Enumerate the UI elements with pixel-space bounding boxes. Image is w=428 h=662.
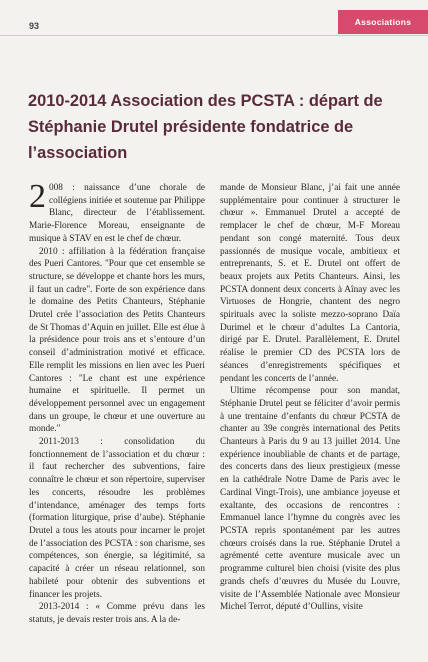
paragraph-ultime-recompense: Ultime récompense pour son mandat, Stéphanie Drutel peut se féliciter d’avoir permis à une trentaine d’enfants du chœur PCSTA de chanter au 39e congrès international des Petits Chanteurs à Paris du 9 au 13 juillet 2014. Une expérience inoubliable de chants et de partage, des concerts dans des lieux prestigieux (messe en la cathédrale Notre Dame de Paris avec le Cardinal Vingt-Trois), une ambiance joyeuse et exaltante, des occasions de rencontres : Emmanuel lance l’hymne du congrès avec les PCSTA repris spontanément par les autres chœurs croisés dans la rue. Stéphanie Drutel a agrémenté cette aventure musicale avec un programme culturel bien choisi (visite des plus grands chefs d’œuvres du Musée du Louvre, visite de l’Assemblée Nationale avec Monsieur Michel Terrot, député d’Oullins, visite: [220, 386, 400, 613]
page-number: 93: [29, 21, 40, 31]
paragraph-2013-2014: 2013-2014 : « Comme prévu dans les statuts, je devais rester trois ans. A la de-: [29, 602, 205, 625]
section-tab: [338, 10, 428, 34]
paragraph-2008-text: 008 : naissance d’une chorale de collégiens initiée et soutenue par Philippe Blanc, directeur de l’établissement. Marie-Florence Moreau, enseignante de musique à STAV en est le chef de chœur.: [29, 183, 205, 244]
paragraph-2010: 2010 : affiliation à la fédération française des Pueri Cantores. "Pour que cet ensemble se structure, se développe et chante hors les murs, il faut un cadre". Forte de son expérience dans le domaine des Petits Chanteurs, Stéphanie Drutel crée l’association des Petits Chanteurs de St Thomas d’Aquin en juillet. Elle est élue à la présidence pour trois ans et s’entoure d’un conseil d’administration motivé et efficace. Elle remplit les missions en lien avec les Pueri Cantores : "Le chant est une expérience humaine et spirituelle. Il permet un développement personnel avec un engagement dans un groupe, le chœur et une ouverture au monde.": [29, 246, 205, 435]
paragraph-continued: mande de Monsieur Blanc, j’ai fait une année supplémentaire pour continuer à structurer le chœur ». Emmanuel Drutel a accepté de remplacer le chef de chœur, M-F Moreau pendant son congé maternité. Tous deux passionnés de musique vocale, ambitieux et entreprenants, S. et E. Drutel ont offert de beaux projets aux Petits Chanteurs. Ainsi, les PCSTA donnent deux concerts à Aînay avec les Virtuoses de Hongrie, chantent des negro spirituals avec la soliste mezzo-soprano Daïa Durimel et le chœur d’adultes La Cantoria, dirigé par E. Drutel. Parallèlement, E. Drutel réalise le premier CD des PCSTA lors de séances d’enregistrements spécifiques et pendant les concerts de l’année.: [220, 183, 400, 384]
paragraph-2011-2013: 2011-2013 : consolidation du fonctionnement de l’association et du chœur : il faut rechercher des subventions, faire connaître le chœur et son répertoire, superviser les concerts, résoudre les problèmes d’intendance, aménager des temps forts (formation liturgique, prise d’aube). Stéphanie Drutel a tous les atouts pour incarner le projet de l’association des PCSTA : son charisme, ses compétences, son énergie, sa légitimité, sa capacité à créer un réseau relationnel, son habileté pour obtenir des subventions et financer les projets.: [29, 437, 205, 600]
article-column-left: [29, 178, 205, 627]
dropcap: 2: [29, 178, 46, 215]
article-column-right: [220, 182, 400, 614]
header-rule: [0, 35, 428, 36]
paragraph-2008: [29, 178, 205, 246]
section-label: Associations: [354, 17, 412, 27]
article-title: 2010-2014 Association des PCSTA : départ de Stéphanie Drutel présidente fondatrice de l’association: [28, 92, 383, 162]
